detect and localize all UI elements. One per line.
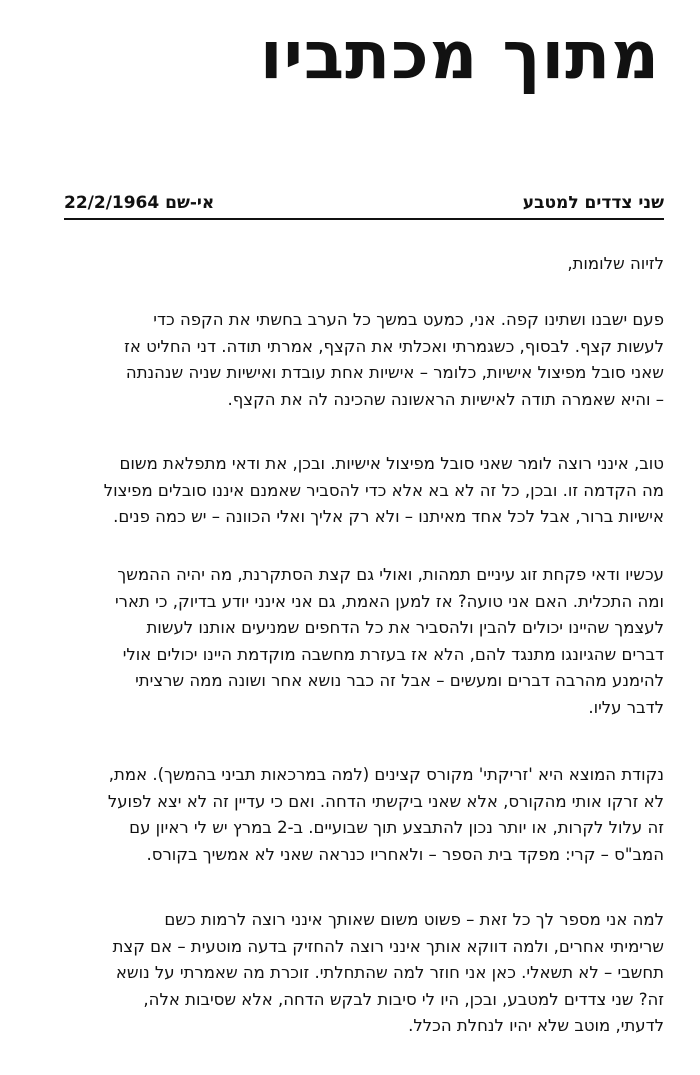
- text-line: שאני סובל מפיצול אישיות, כלומר – אישיות אחת עובדת ואישיות שניה שנהנתה: [125, 363, 664, 382]
- text-line: לעשות קצף. לבסוף, כשגמרתי ואכלתי את הקצף, אמרתי תודה. דני החליט אז: [124, 336, 664, 356]
- text-line: זה? שני צדדים למטבע, ובכן, היו לי סיבות לבקש הדחה, אלא שסיבות אלה,: [143, 989, 664, 1009]
- text-line: זה עלול לקרות, או יותר נכון להתבצע תוך שבועיים. ב-2 במרץ יש לי ראיון עם: [129, 818, 664, 837]
- text-line: נקודת המוצא היא 'זריקתי' מקורס קצינים (למה במרכאות תביני בהמשך). אמת,: [108, 765, 664, 784]
- text-line: ומה התכלית. האם אני טועה? אז למען האמת, גם אני אינני יודע בדיוק, כי תארי: [114, 591, 664, 611]
- text-line: לדבר עליו.: [588, 697, 664, 717]
- letter-subtitle: שני צדדים למטבע: [522, 193, 664, 213]
- text-line: מה הקדמה זו. ובכן, כל זה לא בא אלא כדי להסביר שאמנם איננו סובלים מפיצול: [103, 480, 664, 500]
- text-line: פעם ישבנו ושתינו קפה. אני, כמעט במשך כל הערב בחשתי את הקפה כדי: [153, 310, 664, 329]
- text-line: שרימיתי אחרים, ולמה דווקא אותך אינני רוצה להחזיק בדעה מוטעית – אם קצת: [112, 936, 664, 956]
- letter-header: [64, 192, 664, 220]
- text-line: עכשיו ודאי פקחת זוג עיניים תמהות, ואולי גם קצת הסתקרנת, מה יהיה ההמשך: [117, 565, 664, 584]
- letter-place-date: אי-שם 22/2/1964: [64, 193, 215, 213]
- paragraph-5: [113, 907, 664, 1040]
- text-line: לא זרקו אותי מהקורס, אלא שאני ביקשתי הדחה. ואם כי עדיין זה לא יצא לפועל: [107, 791, 664, 811]
- text-line: טוב, אינני רוצה לומר שאני סובל מפיצול אישיות. ובכן, את ודאי מתפלאת משום: [119, 454, 664, 473]
- paragraph-2: [104, 451, 664, 531]
- text-line: לעצמך שהיינו יכולים להבין ולהסביר את כל הדחפים שמניעים אותנו לעשות: [146, 618, 664, 637]
- text-line: – והיא שאמרה תודה לאישיות הראשונה שהכינה לה את הקצף.: [227, 389, 664, 409]
- letter-greeting: לזיוה שלומות,: [567, 254, 664, 273]
- page-title: מתוך מכתביו: [259, 17, 660, 94]
- paragraph-3: [115, 562, 664, 721]
- paragraph-1: [124, 307, 664, 413]
- text-line: אישיות ברור, אבל לכל אחד מאיתנו – ולא רק אליך ואלי הכוונה – יש כמה פנים.: [113, 507, 664, 526]
- text-line: תחשבי – לא תשאלי. כאן אני חוזר למה שהתחלתי. זוכרת מה שאמרתי על נושא: [115, 963, 664, 982]
- paragraph-4: [108, 762, 664, 868]
- text-line: להימנע מהרבה דברים ומעשים – אבל זה כבר נושא אחר ושונה ממה שרציתי: [135, 671, 664, 690]
- text-line: המב"ס – קרי: מפקד בית הספר – ולאחריו כנראה שאני לא אמשיך בקורס.: [146, 844, 664, 864]
- text-line: לדעתי, מוטב שלא יהיו לנחלת הכלל.: [408, 1016, 664, 1035]
- text-line: דברים שהגיונגו מתנגד להם, הלא אז בעזרת מחשבה מוקדמת היינו יכולים אולי: [122, 644, 664, 664]
- text-line: למה אני מספר לך כל זאת – פשוט משום שאותך אינני רוצה לרמות כשם: [164, 910, 664, 929]
